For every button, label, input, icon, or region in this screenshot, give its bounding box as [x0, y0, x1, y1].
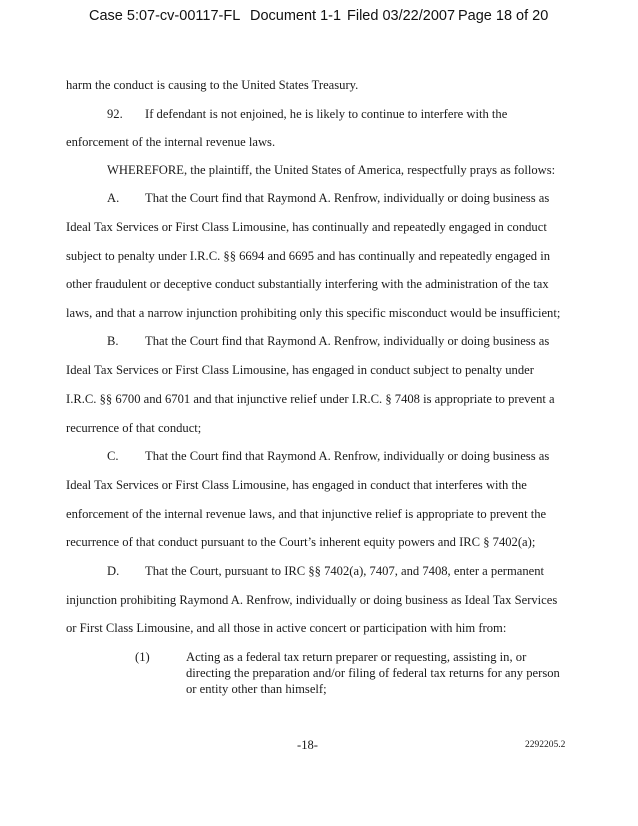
- item-label: B.: [107, 334, 119, 348]
- text-line: Ideal Tax Services or First Class Limousine, has engaged in conduct that interferes with the: [66, 478, 527, 492]
- text-line: directing the preparation and/or filing of federal tax returns for any person: [186, 666, 560, 680]
- page-number: -18-: [297, 738, 318, 752]
- text-line: injunction prohibiting Raymond A. Renfrow, individually or doing business as Ideal Tax Services: [66, 593, 558, 607]
- paragraph-number: 92.: [107, 107, 123, 121]
- text-line: That the Court find that Raymond A. Renfrow, individually or doing business as: [145, 449, 550, 463]
- paragraph-92: [107, 106, 507, 122]
- text-line: harm the conduct is causing to the United States Treasury.: [66, 78, 359, 92]
- text-line: or First Class Limousine, and all those in active concert or participation with him from:: [66, 621, 507, 635]
- text-line: laws, and that a narrow injunction prohibiting only this specific misconduct would be insufficient;: [66, 306, 561, 320]
- text-line: enforcement of the internal revenue laws, and that injunctive relief is appropriate to prevent the: [66, 507, 547, 521]
- document-code: 2292205.2: [525, 740, 566, 750]
- text-line: recurrence of that conduct;: [66, 421, 202, 435]
- page-indicator: Page 18 of 20: [458, 8, 549, 24]
- case-number: Case 5:07-cv-00117-FL: [89, 8, 241, 24]
- text-line: If defendant is not enjoined, he is likely to continue to interfere with the: [145, 107, 508, 121]
- prayer-item-c: [107, 448, 549, 464]
- filed-date: Filed 03/22/2007: [347, 8, 456, 24]
- text-line: other fraudulent or deceptive conduct substantially interfering with the administration of the tax: [66, 277, 549, 291]
- text-line: Ideal Tax Services or First Class Limousine, has engaged in conduct subject to penalty under: [66, 363, 534, 377]
- prayer-item-b: [107, 333, 549, 349]
- text-line: subject to penalty under I.R.C. §§ 6694 and 6695 and has continually and repeatedly engaged in: [66, 249, 551, 263]
- wherefore-clause: WHEREFORE, the plaintiff, the United States of America, respectfully prays as follows:: [107, 163, 556, 177]
- prayer-item-d: [107, 563, 544, 579]
- subitem-label: (1): [135, 650, 150, 664]
- text-line: That the Court find that Raymond A. Renfrow, individually or doing business as: [145, 334, 550, 348]
- text-line: I.R.C. §§ 6700 and 6701 and that injunctive relief under I.R.C. § 7408 is appropriate to prevent a: [66, 392, 555, 406]
- text-line: That the Court find that Raymond A. Renfrow, individually or doing business as: [145, 191, 550, 205]
- document-number: Document 1-1: [250, 8, 342, 24]
- text-line: Ideal Tax Services or First Class Limousine, has continually and repeatedly engaged in conduct: [66, 220, 547, 234]
- text-line: Acting as a federal tax return preparer or requesting, assisting in, or: [186, 650, 527, 664]
- item-label: C.: [107, 449, 119, 463]
- prayer-item-a: [107, 190, 549, 206]
- case-header: [0, 8, 638, 32]
- text-line: or entity other than himself;: [186, 682, 327, 696]
- text-line: recurrence of that conduct pursuant to the Court’s inherent equity powers and IRC § 7402(a);: [66, 535, 536, 549]
- text-line: enforcement of the internal revenue laws.: [66, 135, 276, 149]
- text-line: That the Court, pursuant to IRC §§ 7402(a), 7407, and 7408, enter a permanent: [145, 564, 545, 578]
- item-label: D.: [107, 564, 120, 578]
- item-label: A.: [107, 191, 120, 205]
